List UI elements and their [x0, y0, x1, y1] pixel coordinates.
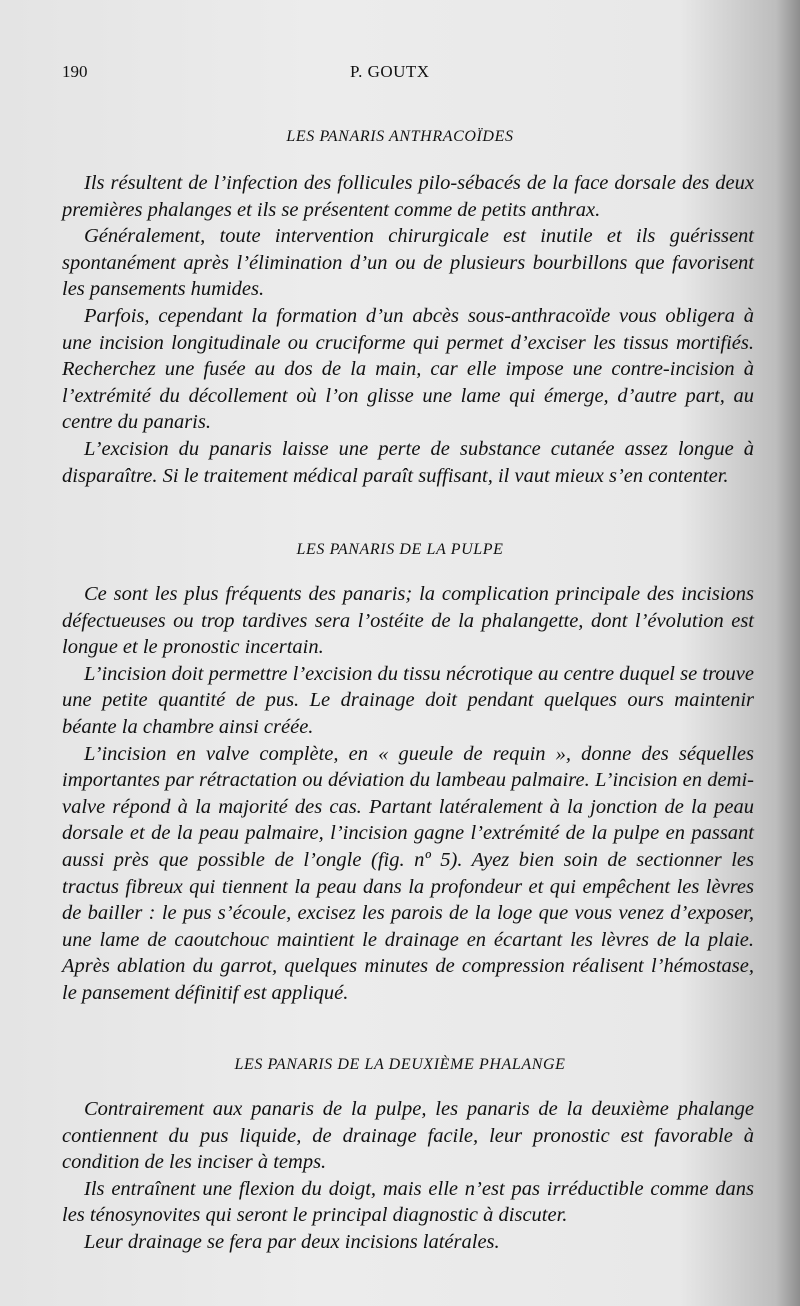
paragraph: Ils résultent de l’infection des follicules pilo-sébacés de la face dorsale des deux premières phalanges et ils se présentent comme de petits anthrax. — [62, 172, 754, 221]
section-heading-anthracoides: LES PANARIS ANTHRACOÏDES — [286, 128, 514, 145]
paragraph: L’incision en valve complète, en « gueule de requin », donne des séquelles importantes par rétractation ou déviation du lambeau palmaire. L’incision en demi-valve répond à la majorité des cas. Partant latéralement à la jonction de la peau dorsale et de la peau palmaire, l’incision gagne l’extrémité de la pulpe en passant aussi près que possible de l’ongle (fig. nº 5). Ayez bien soin de sectionner les tractus fibreux qui tiennent la peau dans la profondeur et qui empêchent les lèvres de bailler : le pus s’écoule, excisez les parois de la loge que vous venez d’exposer, une lame de caoutchouc maintient le drainage en écartant les lèvres de la plaie. Après ablation du garrot, quelques minutes de compression réalisent l’hémostase, le pansement définitif est appliqué. — [62, 742, 754, 1004]
section-heading-deuxieme-phalange: LES PANARIS DE LA DEUXIÈME PHALANGE — [234, 1056, 566, 1073]
paragraph: Ils entraînent une flexion du doigt, mais elle n’est pas irréductible comme dans les ténosynovites qui seront le principal diagnostic à discuter. — [62, 1177, 754, 1227]
section-body-anthracoides — [62, 170, 754, 489]
paragraph: Parfois, cependant la formation d’un abcès sous-anthracoïde vous obligera à une incision longitudinale ou cruciforme qui permet d’exciser les tissus mortifiés. Recherchez une fusée au dos de la main, car elle impose une contre-incision à l’extrémité du décollement où l’on glisse une lame qui émerge, d’autre part, au centre du panaris. — [62, 304, 754, 434]
page-header — [62, 62, 740, 92]
paragraph: Contrairement aux panaris de la pulpe, les panaris de la deuxième phalange contiennent du pus liquide, de drainage facile, leur pronostic est favorable à condition de les inciser à temps. — [62, 1098, 754, 1174]
page-number: 190 — [62, 62, 88, 81]
section-body-pulpe — [62, 581, 754, 1007]
paragraph: Leur drainage se fera par deux incisions latérales. — [84, 1230, 500, 1253]
running-head: P. GOUTX — [350, 62, 430, 81]
paragraph: Ce sont les plus fréquents des panaris; la complication principale des incisions défectueuses ou trop tardives sera l’ostéite de la phalangette, dont l’évolution est longue et le pronostic incertain. — [62, 583, 754, 659]
paragraph: L’incision doit permettre l’excision du tissu nécrotique au centre duquel se trouve une petite quantité de pus. Le drainage doit pendant quelques ours maintenir béante la chambre ainsi créée. — [62, 662, 754, 738]
paragraph: L’excision du panaris laisse une perte de substance cutanée assez longue à disparaître. Si le traitement médical paraît suffisant, il vaut mieux s’en contenter. — [62, 437, 754, 487]
section-heading-pulpe: LES PANARIS DE LA PULPE — [296, 541, 504, 558]
section-body-deuxieme-phalange — [62, 1096, 754, 1256]
paragraph: Généralement, toute intervention chirurgicale est inutile et ils guérissent spontanément après l’élimination d’un ou de plusieurs bourbillons que favorisent les pansements humides. — [62, 225, 754, 301]
